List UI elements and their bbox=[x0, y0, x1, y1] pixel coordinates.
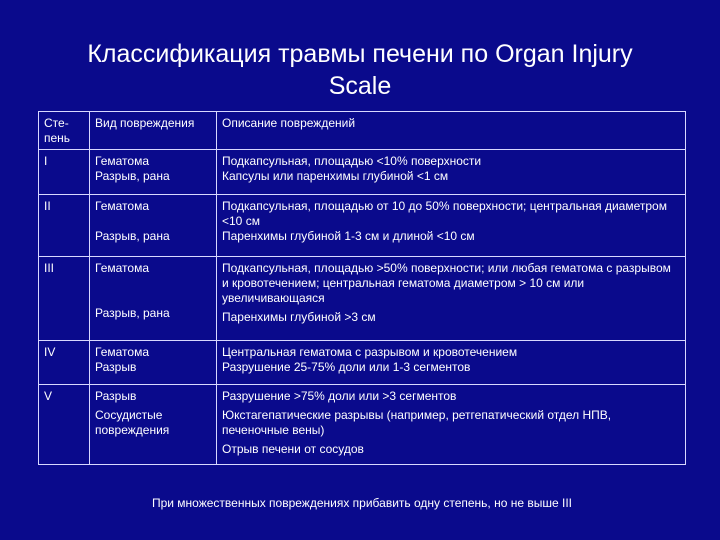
desc-cell bbox=[217, 150, 686, 195]
desc-cell bbox=[217, 341, 686, 385]
desc-line: Разрушение 25-75% доли или 1-3 сегментов bbox=[222, 360, 471, 374]
table-row-grade-4 bbox=[39, 341, 686, 385]
type-cell bbox=[90, 150, 217, 195]
type-line: Гематома bbox=[95, 199, 149, 213]
footer-note: При множественных повреждениях прибавить одну степень, но не выше III bbox=[151, 496, 573, 510]
header-grade bbox=[39, 112, 90, 150]
type-cell bbox=[90, 385, 217, 465]
table-row-grade-3 bbox=[39, 257, 686, 341]
type-line: Гематома bbox=[95, 261, 149, 275]
desc-cell bbox=[217, 257, 686, 341]
type-line: Гематома bbox=[95, 345, 149, 359]
type-cell bbox=[90, 195, 217, 257]
desc-line: Юкстагепатические разрывы (например, ретгепатический отдел НПВ, печеночные вены) bbox=[222, 408, 612, 437]
type-line: Гематома bbox=[95, 154, 149, 168]
header-desc: Описание повреждений bbox=[217, 112, 686, 150]
desc-line: Паренхимы глубиной >3 см bbox=[222, 310, 376, 324]
type-line: Разрыв, рана bbox=[95, 306, 170, 320]
desc-line: Подкапсульная, площадью <10% поверхности bbox=[222, 154, 482, 168]
header-grade-line1: Сте- bbox=[44, 116, 69, 130]
desc-line: Отрыв печени от сосудов bbox=[222, 442, 364, 456]
grade-cell: IV bbox=[39, 341, 90, 385]
liver-injury-table bbox=[38, 111, 686, 465]
table-row-grade-5 bbox=[39, 385, 686, 465]
grade-cell: II bbox=[39, 195, 90, 257]
type-line: Разрыв, рана bbox=[95, 229, 170, 243]
header-type: Вид повреждения bbox=[90, 112, 217, 150]
grade-cell: III bbox=[39, 257, 90, 341]
desc-line: Центральная гематома с разрывом и кровотечением bbox=[222, 345, 518, 359]
desc-line: Подкапсульная, площадью от 10 до 50% поверхности; центральная диаметром <10 см bbox=[222, 199, 667, 228]
desc-line: Паренхимы глубиной 1-3 см и длиной <10 см bbox=[222, 229, 475, 243]
type-line: Разрыв, рана bbox=[95, 169, 170, 183]
type-cell bbox=[90, 341, 217, 385]
type-line: Разрыв bbox=[95, 389, 137, 403]
table-header-row bbox=[39, 112, 686, 150]
grade-cell: V bbox=[39, 385, 90, 465]
desc-line: Капсулы или паренхимы глубиной <1 см bbox=[222, 169, 449, 183]
desc-line: Разрушение >75% доли или >3 сегментов bbox=[222, 389, 457, 403]
type-cell bbox=[90, 257, 217, 341]
desc-cell bbox=[217, 385, 686, 465]
header-grade-line2: пень bbox=[44, 131, 71, 145]
type-line: Сосудистые повреждения bbox=[95, 408, 170, 437]
desc-cell bbox=[217, 195, 686, 257]
title-line-1: Классификация травмы печени по Organ Injury bbox=[87, 40, 633, 68]
table-row-grade-1 bbox=[39, 150, 686, 195]
grade-cell: I bbox=[39, 150, 90, 195]
desc-line: Подкапсульная, площадью >50% поверхности; или любая гематома с разрывом и кровотечением; центральная гематома диаметром > 10 см или увеличивающаяся bbox=[222, 261, 671, 305]
title-line-2: Scale bbox=[328, 72, 392, 100]
slide-title bbox=[40, 38, 680, 102]
table-row-grade-2 bbox=[39, 195, 686, 257]
type-line: Разрыв bbox=[95, 360, 137, 374]
